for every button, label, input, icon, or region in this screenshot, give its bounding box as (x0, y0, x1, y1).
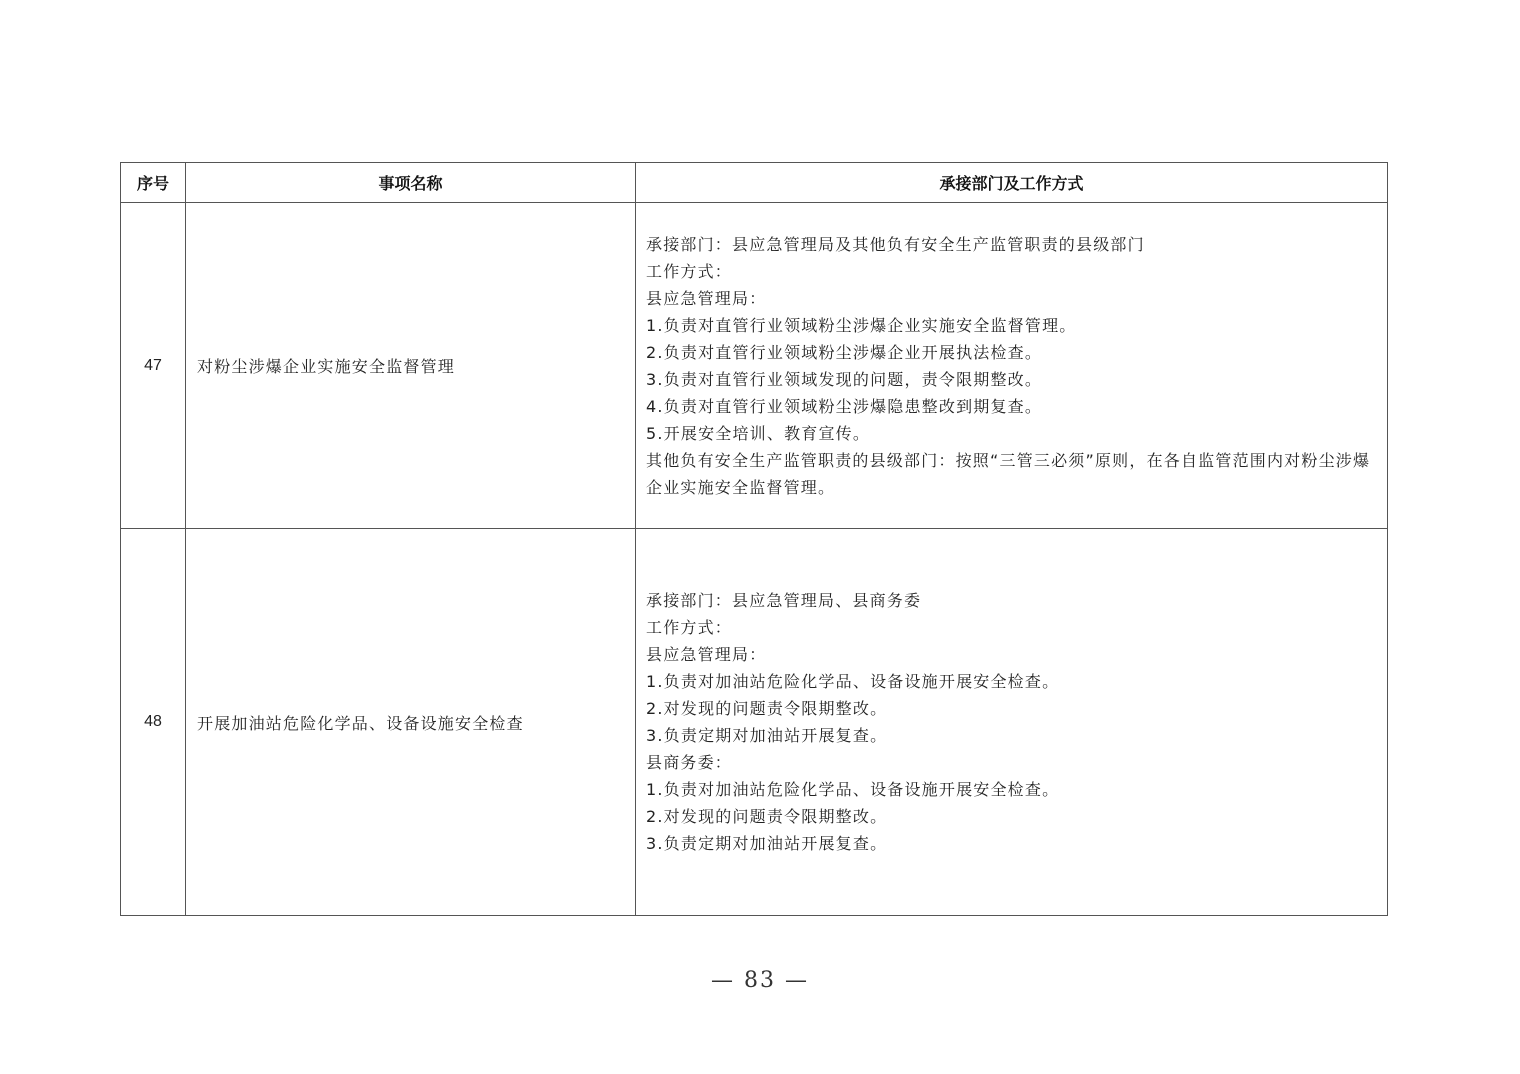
header-dept: 承接部门及工作方式 (636, 163, 1388, 203)
page-number: — 83 — (711, 968, 809, 993)
table-header-row (121, 163, 1388, 203)
detail-line: 其他负有安全生产监管职责的县级部门：按照“三管三必须”原则，在各自监管范围内对粉尘涉爆企业实施安全监督管理。 (646, 450, 1371, 497)
row-seq: 47 (121, 203, 186, 529)
row-seq: 48 (121, 529, 186, 916)
detail-line: 承接部门：县应急管理局及其他负有安全生产监管职责的县级部门 (646, 234, 1145, 254)
detail-line: 4.负责对直管行业领域粉尘涉爆隐患整改到期复查。 (646, 396, 1043, 416)
matters-table (120, 162, 1388, 916)
detail-line: 承接部门：县应急管理局、县商务委 (646, 591, 922, 610)
header-seq: 序号 (121, 163, 186, 203)
row-dept-details (636, 529, 1388, 916)
detail-line: 2.负责对直管行业领域粉尘涉爆企业开展执法检查。 (646, 342, 1043, 362)
row-matter-name: 对粉尘涉爆企业实施安全监督管理 (186, 203, 636, 529)
table-row (121, 203, 1388, 529)
detail-line: 2.对发现的问题责令限期整改。 (646, 699, 888, 718)
detail-line: 3.负责定期对加油站开展复查。 (646, 834, 888, 853)
detail-line: 工作方式： (646, 261, 733, 281)
detail-line: 1.负责对加油站危险化学品、设备设施开展安全检查。 (646, 780, 1060, 799)
detail-line: 县商务委： (646, 753, 733, 772)
detail-line: 3.负责对直管行业领域发现的问题，责令限期整改。 (646, 369, 1043, 389)
detail-line: 县应急管理局： (646, 645, 767, 664)
detail-line: 1.负责对加油站危险化学品、设备设施开展安全检查。 (646, 672, 1060, 691)
header-name: 事项名称 (186, 163, 636, 203)
table-row (121, 529, 1388, 916)
detail-line: 3.负责定期对加油站开展复查。 (646, 726, 888, 745)
row-dept-details (636, 203, 1388, 529)
row-matter-name: 开展加油站危险化学品、设备设施安全检查 (186, 529, 636, 916)
detail-line: 县应急管理局： (646, 288, 767, 308)
detail-line: 1.负责对直管行业领域粉尘涉爆企业实施安全监督管理。 (646, 315, 1077, 335)
detail-line: 5.开展安全培训、教育宣传。 (646, 423, 871, 443)
detail-line: 2.对发现的问题责令限期整改。 (646, 807, 888, 826)
detail-line: 工作方式： (646, 618, 733, 637)
